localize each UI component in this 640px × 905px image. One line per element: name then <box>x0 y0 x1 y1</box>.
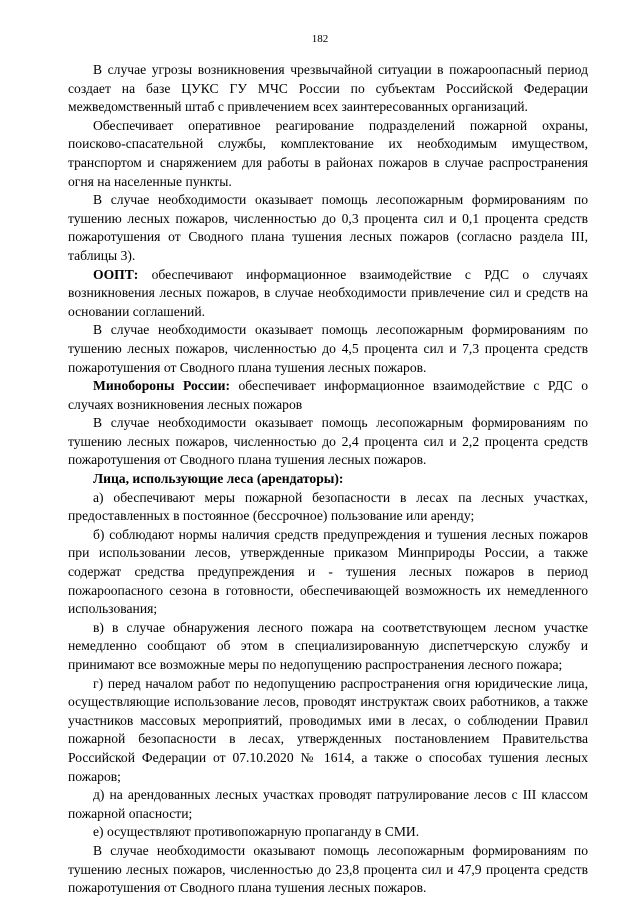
list-item-v: в) в случае обнаружения лесного пожара на соответствующем лесном участке немедленно сообщают об этом в специализированную диспетчерскую службу и принимают все возможные меры по недопущению распространения лесного пожара; <box>68 619 588 672</box>
section-heading-minoborony: Минобороны России: <box>93 378 230 394</box>
section-heading-oopt: ООПТ: <box>93 266 139 282</box>
document-body <box>68 61 588 898</box>
page-number: 182 <box>311 33 329 45</box>
list-item-d: д) на арендованных лесных участках проводят патрулирование лесов с III классом пожарной опасности; <box>68 787 588 821</box>
paragraph-final: В случае необходимости оказывают помощь лесопожарным формированиям по тушению лесных пожаров, численностью до 23,8 процента сил и 47,9 процента средств пожаротушения от Сводного плана тушения лесных пожаров. <box>68 842 588 896</box>
list-item-g: г) перед началом работ по недопущению распространения огня юридические лица, осуществляющие использование лесов, проводят инструктаж своих работников, а также участников массовых мероприятий, проводимых ими в лесах, о соблюдении Правил пожарной безопасности в лесах, утвержденных постановлением Правительства Российской Федерации от 07.10.2020 № 1614, а также о способах тушения лесных пожаров; <box>68 675 588 784</box>
list-item-b: б) соблюдают нормы наличия средств предупреждения и тушения лесных пожаров при использовании лесов, утвержденные приказом Минприроды России, а также содержат средства предупреждения и - тушения лесных пожаров в период пожароопасного сезона в готовности, обеспечивающей возможность их немедленного использования; <box>68 526 588 617</box>
paragraph-6: Минобороны России: обеспечивает информационное взаимодействие с РДС о случаях возникновения лесных пожаров <box>68 378 588 412</box>
paragraph-4: ООПТ: обеспечивают информационное взаимодействие с РДС о случаях возникновения лесных пожаров, в случае необходимости привлечение сил и средств на основании соглашений. <box>68 266 588 319</box>
paragraph-5: В случае необходимости оказывает помощь лесопожарным формированиям по тушению лесных пожаров, численностью до 4,5 процента сил и 7,3 процента средств пожаротушения от Сводного плана тушения лесных пожаров. <box>68 322 588 375</box>
paragraph-8 <box>68 470 588 489</box>
section-heading-arendatory: Лица, использующие леса (арендаторы): <box>93 471 344 487</box>
paragraph-7: В случае необходимости оказывает помощь лесопожарным формированиям по тушению лесных пожаров, численностью до 2,4 процента сил и 2,2 процента средств пожаротушения от Сводного плана тушения лесных пожаров. <box>68 415 588 468</box>
list-item-a: а) обеспечивают меры пожарной безопасности в лесах па лесных участках, предоставленных в постоянное (бессрочное) пользование или аренду; <box>68 489 588 524</box>
list-item-e: е) осуществляют противопожарную пропаганду в СМИ. <box>93 824 420 840</box>
paragraph-2: Обеспечивает оперативное реагирование подразделений пожарной охраны, поисково-спасательной службы, комплектование их необходимым имуществом, транспортом и снаряжением для работы в районах пожаров в случае распространения огня на населенные пункты. <box>68 117 588 189</box>
paragraph-1: В случае угрозы возникновения чрезвычайной ситуации в пожароопасный период создает на базе ЦУКС ГУ МЧС России по субъектам Российской Федерации межведомственный штаб с привлечением всех заинтересованных организаций. <box>68 62 588 115</box>
paragraph-3: В случае необходимости оказывает помощь лесопожарным формированиям по тушению лесных пожаров, численностью до 0,3 процента сил и 0,1 процента средств пожаротушения от Сводного плана тушения лесных пожаров (согласно раздела III, таблицы 3). <box>68 192 588 263</box>
